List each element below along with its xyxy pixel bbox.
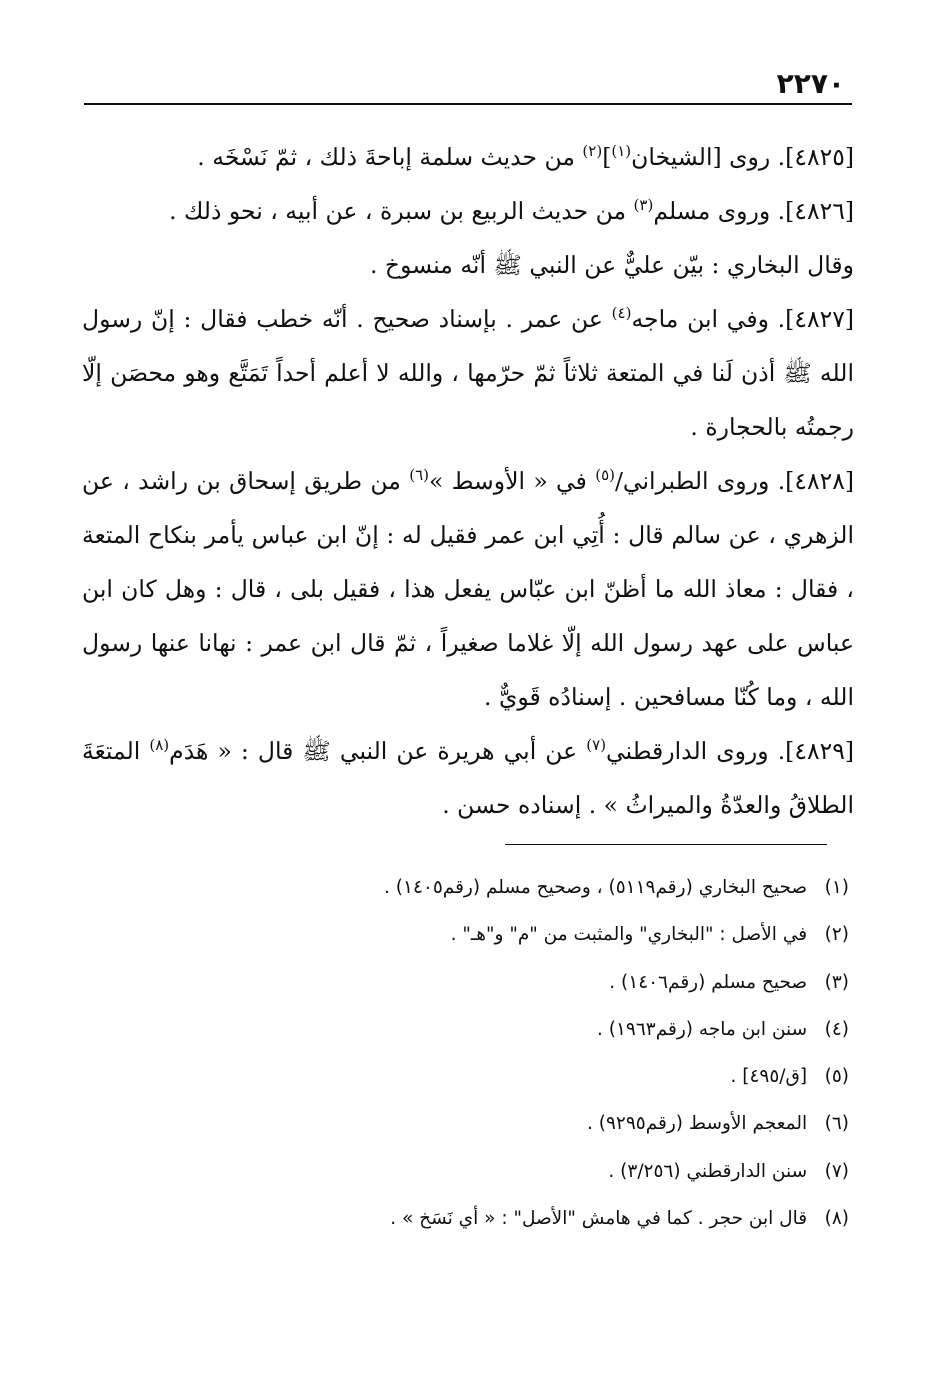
entry-4827-text-b: عن عمر . بإسناد صحيح . أنّه خطب فقال : إنّ رسول الله ﷺ أذن لَنا في المتعة ثلاثاً ثمّ حرّمها ، والله لا أعلم أحداً تَمَتَّع وهو محصَن إلّا رجمتُه بالحجارة . — [82, 305, 854, 441]
entry-4829-text-b: عن أبي هريرة عن النبي ﷺ قال : « هَدَم — [169, 737, 587, 765]
footnote-text: المعجم الأوسط (رقم٩٢٩٥) . — [586, 1113, 808, 1135]
entry-4828-text-c: من طريق إسحاق بن راشد ، عن الزهري ، عن سالم قال : أُتِي ابن عمر فقيل له : إنّ ابن عباس يأمر بنكاح المتعة ، فقال : معاذ الله ما أظنّ ابن عبّاس يفعل هذا ، فقيل بلى ، قال : وهل كان ابن عباس على عهد رسول الله إلّا غلاما صغيراً ، ثمّ قال ابن عمر : نهانا عنها رسول الله ، وما كُنّا مسافحين . إسنادُه قَويٌّ . — [82, 467, 854, 711]
page-number: ٢٢٧٠ — [776, 67, 845, 100]
footnote-5 — [149, 1053, 849, 1100]
footnote-2 — [149, 911, 849, 958]
entry-4829-text-a: [٤٨٢٩]. وروى الدارقطني — [606, 737, 855, 765]
footnote-ref-8: (٨) — [149, 736, 170, 755]
entry-4827-text-a: [٤٨٢٧]. وفي ابن ماجه — [631, 305, 854, 333]
footnote-text: صحيح البخاري (رقم٥١١٩) ، وصحيح مسلم (رقم١٤٠٥) . — [384, 877, 808, 898]
header-divider — [84, 103, 852, 105]
footnote-text: [ق/٤٩٥] . — [730, 1066, 808, 1088]
entry-4825-text-a: [٤٨٢٥]. روى [الشيخان — [631, 143, 854, 171]
main-text — [82, 130, 854, 832]
entry-4827 — [82, 292, 854, 454]
footnote-text: قال ابن حجر . كما في هامش "الأصل" : « أي نَسَخ » . — [390, 1208, 808, 1230]
footnote-8 — [149, 1195, 849, 1242]
footnotes-list — [149, 864, 849, 1242]
entry-4828 — [82, 454, 854, 724]
entry-4826-text-b: من حديث الربيع بن سبرة ، عن أبيه ، نحو ذلك . — [169, 197, 634, 225]
footnote-text: سنن الدارقطني (٣/٢٥٦) . — [608, 1160, 808, 1182]
footnote-ref-2: (٢) — [582, 142, 603, 161]
footnotes-divider — [505, 844, 827, 845]
entry-4829-text-c: المتعَةَ الطلاقُ والعدّةُ والميراثُ » . إسناده حسن . — [82, 737, 854, 819]
entry-4829 — [82, 724, 854, 832]
footnote-7 — [149, 1148, 849, 1195]
entry-4826 — [82, 184, 854, 238]
footnote-text: صحيح مسلم (رقم١٤٠٦) . — [609, 971, 808, 993]
entry-4828-text-a: [٤٨٢٨]. وروى الطبراني/ — [614, 467, 854, 495]
footnote-6 — [149, 1100, 849, 1147]
entry-4825-text-c: من حديث سلمة إباحةَ ذلك ، ثمّ نَسْخَه . — [197, 143, 583, 171]
footnote-text: سنن ابن ماجه (رقم١٩٦٣) . — [596, 1018, 808, 1040]
footnote-text: في الأصل : "البخاري" والمثبت من "م" و"هـ" . — [450, 924, 808, 946]
footnote-4 — [149, 1006, 849, 1053]
footnote-number: (١) — [824, 877, 849, 898]
footnote-ref-6: (٦) — [409, 466, 430, 485]
footnote-number: (٨) — [824, 1208, 849, 1230]
footnote-1 — [149, 864, 849, 911]
footnote-ref-5: (٥) — [595, 466, 615, 485]
entry-4825 — [82, 130, 854, 184]
footnote-ref-4: (٤) — [611, 304, 632, 323]
footnote-number: (٢) — [824, 924, 849, 946]
footnote-ref-1: (١) — [611, 142, 632, 161]
footnote-3 — [149, 959, 849, 1006]
entry-4826-note: وقال البخاري : بيّن عليٌّ عن النبي ﷺ أنّه منسوخ . — [369, 251, 854, 279]
footnote-number: (٤) — [824, 1018, 849, 1040]
footnote-number: (٦) — [824, 1113, 849, 1135]
footnote-ref-3: (٣) — [633, 196, 654, 215]
entry-4828-text-b: في « الأوسط » — [429, 467, 596, 495]
entry-4825-text-b: ] — [602, 143, 612, 171]
footnote-number: (٣) — [824, 971, 849, 993]
footnote-number: (٥) — [824, 1066, 849, 1088]
entry-4826-text-a: [٤٨٢٦]. وروى مسلم — [653, 197, 854, 225]
footnote-ref-7: (٧) — [586, 736, 607, 755]
footnote-number: (٧) — [824, 1160, 849, 1182]
